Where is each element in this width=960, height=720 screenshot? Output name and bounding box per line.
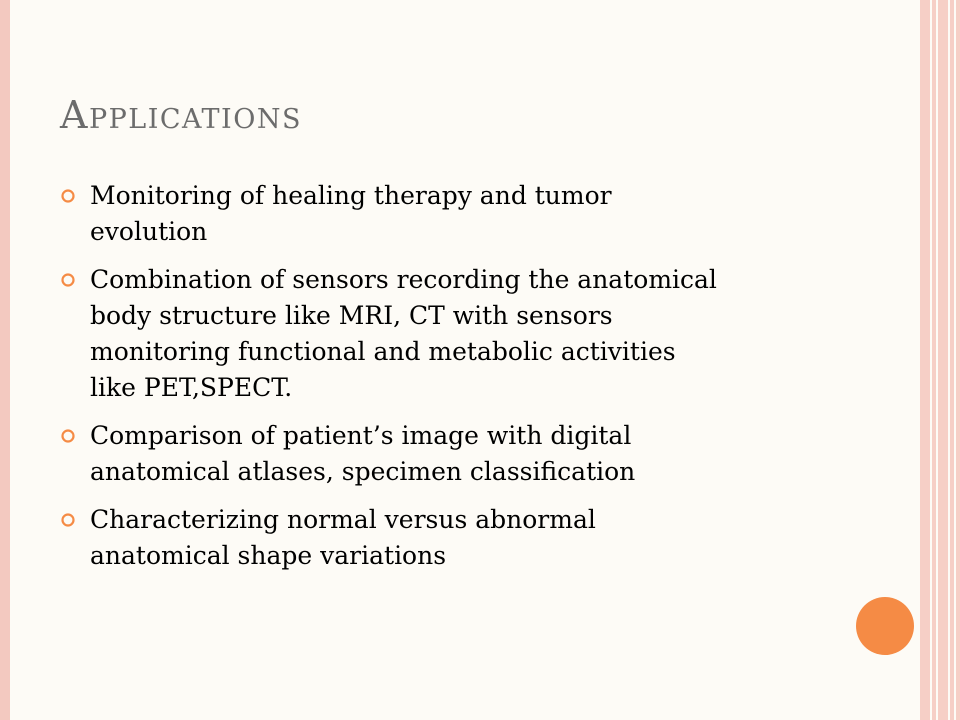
bullet-line: Comparison of patient’s image with digital	[90, 421, 632, 450]
panel-stripe	[936, 0, 938, 720]
panel-stripe	[954, 0, 956, 720]
slide-title: Applications	[60, 93, 302, 137]
bullet-text	[90, 262, 850, 406]
bullet-item	[60, 418, 850, 490]
bullet-text	[90, 502, 850, 574]
left-border-stripe	[0, 0, 10, 720]
hollow-circle-bullet-icon	[60, 512, 76, 528]
bullet-item	[60, 178, 850, 250]
bullet-line: Characterizing normal versus abnormal	[90, 505, 596, 534]
bullet-item	[60, 262, 850, 406]
bullet-line: evolution	[90, 217, 208, 246]
hollow-circle-bullet-icon	[60, 188, 76, 204]
panel-stripe	[930, 0, 932, 720]
bullet-text	[90, 178, 850, 250]
bullet-line: like PET,SPECT.	[90, 373, 293, 402]
right-decorative-panel	[920, 0, 960, 720]
hollow-circle-bullet-icon	[60, 272, 76, 288]
bullet-line: body structure like MRI, CT with sensors	[90, 301, 613, 330]
bullet-list	[60, 178, 850, 586]
accent-circle	[856, 597, 914, 655]
bullet-line: Monitoring of healing therapy and tumor	[90, 181, 612, 210]
bullet-line: monitoring functional and metabolic activities	[90, 337, 676, 366]
bullet-line: Combination of sensors recording the anatomical	[90, 265, 717, 294]
bullet-line: anatomical shape variations	[90, 541, 447, 570]
hollow-circle-bullet-icon	[60, 428, 76, 444]
bullet-item	[60, 502, 850, 574]
panel-stripe	[948, 0, 950, 720]
bullet-line: anatomical atlases, specimen classification	[90, 457, 636, 486]
bullet-text	[90, 418, 850, 490]
